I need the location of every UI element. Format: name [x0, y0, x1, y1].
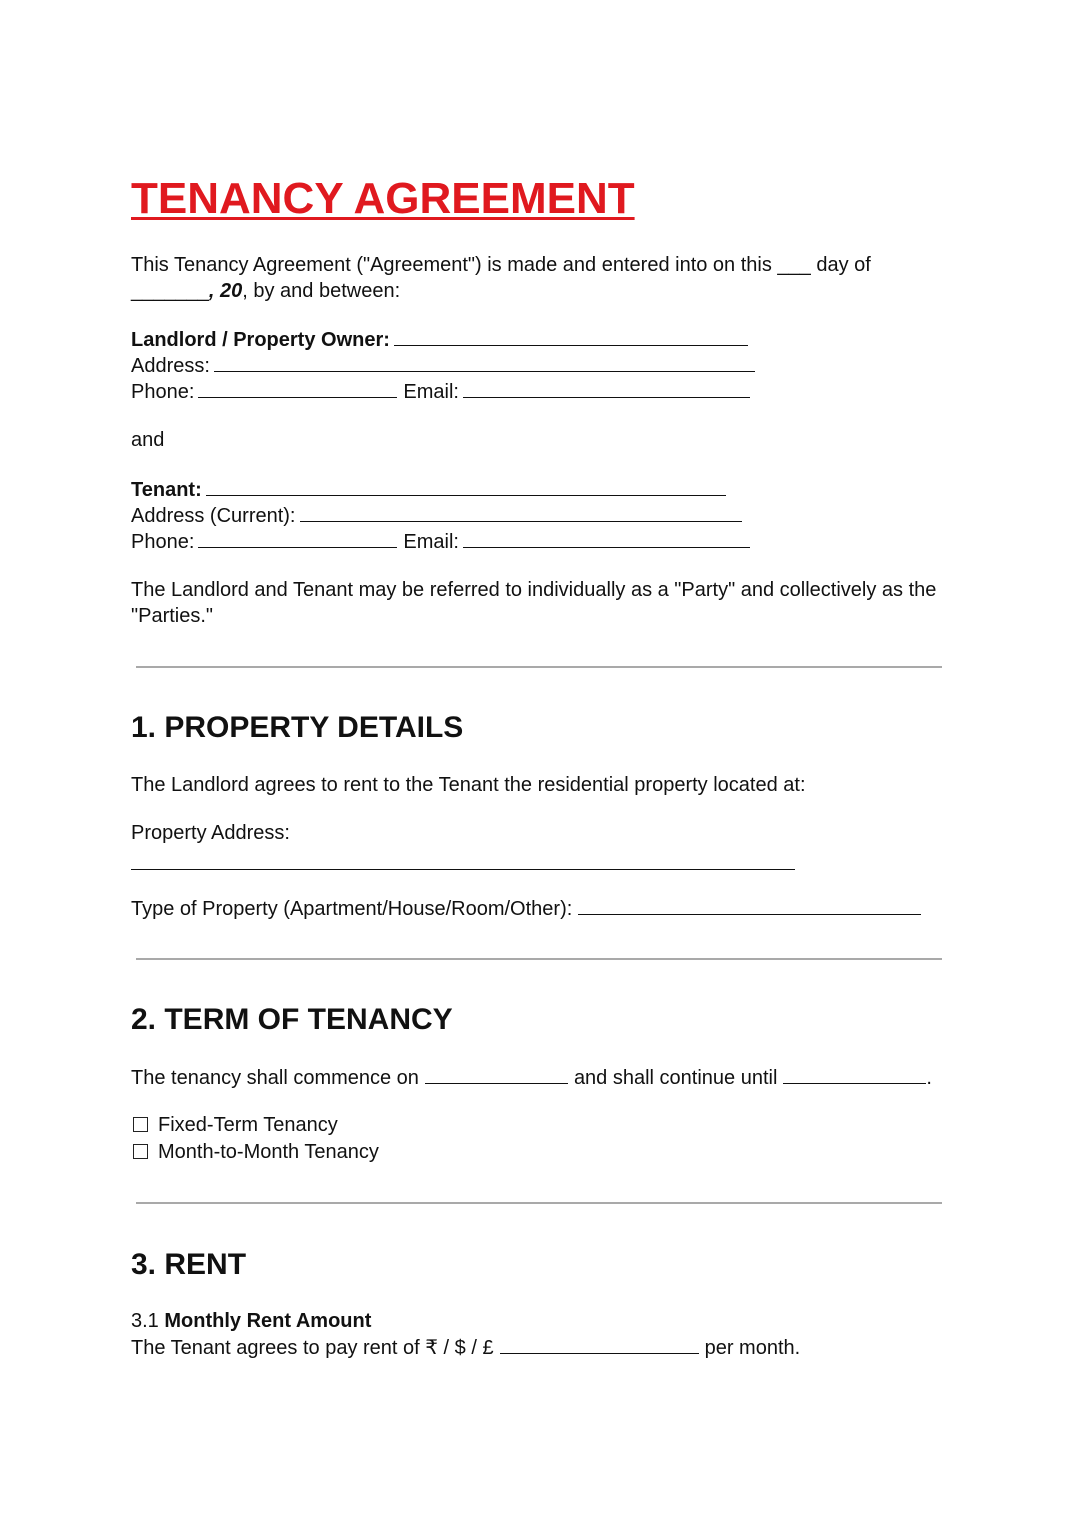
tenant-name-row	[131, 476, 726, 503]
property-address-field[interactable]	[131, 850, 795, 870]
tenant-phone-label: Phone:	[131, 531, 195, 553]
intro-comma: ,	[208, 280, 215, 302]
term-text-start: The tenancy shall commence on	[131, 1067, 419, 1089]
fixed-term-checkbox[interactable]	[133, 1117, 148, 1132]
landlord-address-row	[131, 352, 755, 379]
property-type-label: Type of Property (Apartment/House/Room/Other):	[131, 898, 573, 920]
tenant-address-field[interactable]	[300, 502, 742, 522]
month-to-month-label: Month-to-Month Tenancy	[158, 1141, 379, 1163]
intro-text-end: , by and between:	[242, 280, 401, 302]
tenant-address-label: Address (Current):	[131, 505, 296, 527]
landlord-phone-field[interactable]	[198, 378, 397, 398]
term-row	[131, 1064, 932, 1091]
property-type-row	[131, 895, 921, 922]
and-text: and	[131, 429, 165, 451]
section-divider	[136, 1202, 942, 1204]
parties-paragraph: The Landlord and Tenant may be referred to individually as a "Party" and collectively as the "Parties."	[131, 579, 937, 627]
intro-text: This Tenancy Agreement ("Agreement") is made and entered into on this ___ day of	[131, 254, 871, 276]
fixed-term-label: Fixed-Term Tenancy	[158, 1114, 338, 1136]
term-text-end: .	[926, 1067, 932, 1089]
property-type-field[interactable]	[578, 895, 921, 915]
section-3-heading: 3. RENT	[131, 1248, 247, 1281]
landlord-address-label: Address:	[131, 355, 210, 377]
tenant-email-field[interactable]	[463, 528, 750, 548]
term-text-mid: and shall continue until	[573, 1067, 778, 1089]
landlord-address-field[interactable]	[214, 352, 755, 372]
section-divider	[136, 666, 942, 668]
commence-date-field[interactable]	[425, 1064, 568, 1084]
tenant-name-field[interactable]	[206, 476, 726, 496]
rent-sub-title: Monthly Rent Amount	[164, 1310, 372, 1332]
landlord-email-field[interactable]	[463, 378, 750, 398]
property-address-label: Property Address:	[131, 822, 290, 844]
tenant-label: Tenant:	[131, 479, 202, 501]
document-title: TENANCY AGREEMENT	[131, 174, 635, 223]
fixed-term-option[interactable]	[131, 1112, 338, 1138]
landlord-label: Landlord / Property Owner:	[131, 329, 390, 351]
month-to-month-option[interactable]	[131, 1139, 379, 1165]
tenant-contact-row	[131, 528, 750, 555]
intro-blank: _______	[131, 280, 209, 302]
month-to-month-checkbox[interactable]	[133, 1144, 148, 1159]
landlord-email-label: Email:	[403, 381, 459, 403]
landlord-name-row	[131, 326, 748, 353]
intro-line-2	[131, 278, 400, 304]
tenant-phone-field[interactable]	[198, 528, 397, 548]
intro-line-1	[131, 252, 871, 278]
section-1-heading: 1. PROPERTY DETAILS	[131, 711, 464, 744]
landlord-contact-row	[131, 378, 750, 405]
section-1-text: The Landlord agrees to rent to the Tenant the residential property located at:	[131, 774, 806, 796]
rent-amount-field[interactable]	[500, 1334, 699, 1354]
rent-text-end: per month.	[704, 1337, 801, 1359]
intro-year: 20	[214, 280, 243, 302]
rent-text-start: The Tenant agrees to pay rent of ₹ / $ / £	[131, 1337, 494, 1359]
section-divider	[136, 958, 942, 960]
landlord-name-field[interactable]	[394, 326, 748, 346]
landlord-phone-label: Phone:	[131, 381, 195, 403]
end-date-field[interactable]	[783, 1064, 926, 1084]
section-2-heading: 2. TERM OF TENANCY	[131, 1003, 453, 1036]
rent-amount-row	[131, 1334, 800, 1361]
tenant-address-row	[131, 502, 742, 529]
rent-sub-number: 3.1	[131, 1310, 159, 1332]
tenant-email-label: Email:	[403, 531, 459, 553]
rent-subheading	[131, 1308, 371, 1334]
